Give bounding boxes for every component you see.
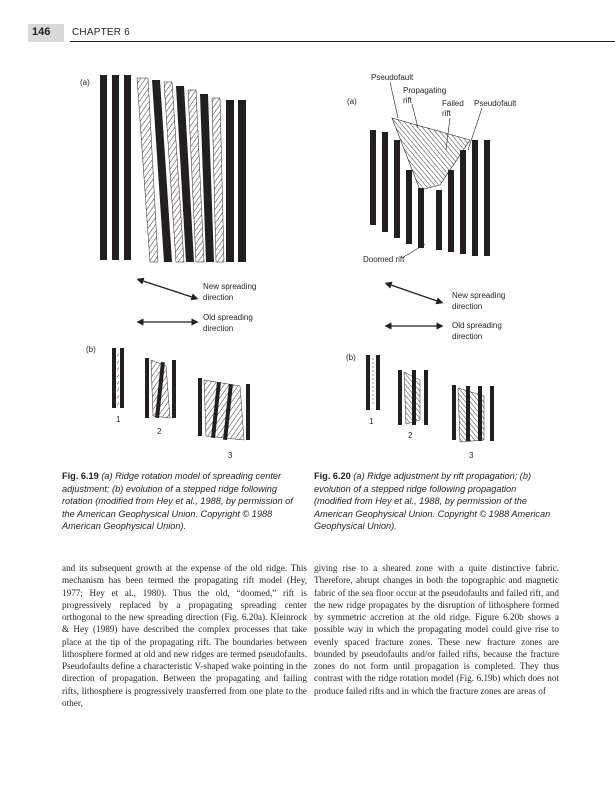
fig619-arrows <box>140 280 256 333</box>
fig620-propagating-line1: Propagating <box>403 86 447 95</box>
fig620-caption-label: Fig. 6.20 <box>314 471 351 481</box>
fig620b-step2-number: 2 <box>408 431 413 440</box>
fig620-new-spreading-line1: New spreading <box>452 291 506 300</box>
fig620a-stripe-2 <box>382 132 388 232</box>
fig619b-step1-hatch <box>117 350 119 406</box>
fig620b-step2-bar-2 <box>412 370 416 425</box>
fig619-caption-text: (a) Ridge rotation model of spreading center adjustment; (b) evolution of a stepped ridge following rotation (modified from Hey et al., 1988, by permission of the American Geophysical Union. Copyright © 1988 American Geophysical Union). <box>62 471 293 531</box>
fig620-leader-doomed <box>402 244 425 258</box>
body-left-paragraph: and its subsequent growth at the expense of the old ridge. This mechanism has been termed the propagating rift model (Hey, 1977; Hey et al., 1980). Thus the old, “doomed,” rift is progressively replaced by a propagating spreading center orthogonal to the new spreading direction (Fig. 6.20a). Kleinrock & Hey (1989) have described the complex processes that take place at the tip of the propagating rift. The boundaries between lithosphere formed at old and new ridges are termed pseudofaults. Pseudofaults define a characteristic V-shaped wake pointing in the direction of propagation. Between the propagating and failing rifts, lithosphere is progressively transferred from one plate to the other, <box>62 563 307 708</box>
fig619-new-spreading-line1: New spreading <box>203 282 257 291</box>
fig620-pseudofault-top: Pseudofault <box>371 73 414 82</box>
fig619-panel-b <box>86 345 250 460</box>
fig620-caption-text: (a) Ridge adjustment by rift propagation; (b) evolution of a stepped ridge following propagation (modified from Hey et al., 1988, by permission of the American Geophysical Union. Copyright © 1988 American Geophysical Union). <box>314 471 551 531</box>
fig619-label-b: (b) <box>86 345 96 354</box>
fig619b-step2-bar-1 <box>145 358 149 418</box>
fig620b-step1-bar-2 <box>376 355 380 410</box>
fig619-label-a: (a) <box>80 78 90 87</box>
fig619-new-spreading-arrow <box>140 280 195 298</box>
fig619a-ridge-right-2 <box>238 100 246 262</box>
body-right-paragraph: giving rise to a sheared zone with a quite distinctive fabric. Therefore, abrupt changes in both the topographic and magnetic fabric of the sea floor occur at the pseudofaults and failed rift, and the new ridge propagates by the disruption of lithosphere formed by symmetric accretion at the old ridge. Figure 6.20b shows a possible way in which the propagating model could give rise to evenly spaced fracture zones. These new fracture zones are bounded by pseudofaults and/or failed rifts, because the fracture zones do not form until propagation is completed. They thus contrast with the ridge rotation model (Fig. 6.19b) which does not produce failed rifts and in which the fracture zones are areas of <box>314 563 559 696</box>
fig619-old-spreading-line2: direction <box>203 324 234 333</box>
fig620a-stripe-9 <box>472 140 478 256</box>
body-right-column <box>314 562 559 697</box>
fig619-caption-label: Fig. 6.19 <box>62 471 99 481</box>
fig619-new-spreading-line2: direction <box>203 293 234 302</box>
fig620-doomed-rift: Doomed rift <box>363 255 405 264</box>
page-number: 146 <box>32 26 51 38</box>
fig619-old-spreading-line1: Old spreading <box>203 313 253 322</box>
fig619b-step1-bar-1 <box>112 348 116 408</box>
fig620b-step3-bar-4 <box>490 386 494 441</box>
fig620-arrows <box>388 284 505 341</box>
fig619-panel-a <box>80 75 246 262</box>
body-left-column <box>62 562 307 709</box>
fig619a-ridge-left-3 <box>124 75 131 260</box>
fig619b-step2-bar-3 <box>172 360 176 418</box>
fig620-old-spreading-line2: direction <box>452 332 483 341</box>
fig619a-fan-stripe-6 <box>212 98 224 262</box>
fig620-new-spreading-line2: direction <box>452 302 483 311</box>
fig620a-stripe-6 <box>436 190 442 250</box>
fig620b-step3-bar-1 <box>452 385 456 440</box>
fig619b-step3-number: 3 <box>228 451 233 460</box>
fig620a-stripe-4 <box>406 170 412 244</box>
fig619b-step3-bar-1 <box>198 378 202 436</box>
fig620-propagating-line2: rift <box>403 96 412 105</box>
fig620-failed-line1: Failed <box>442 99 464 108</box>
fig620-leader-pseudofault-top <box>390 82 398 118</box>
fig620a-stripe-10 <box>484 140 490 256</box>
fig620a-stripe-1 <box>370 130 376 225</box>
fig620-new-spreading-arrow <box>388 284 440 302</box>
fig620b-step1-number: 1 <box>369 417 374 426</box>
fig619b-step3-bar-4 <box>246 384 250 440</box>
fig619b-step2-number: 2 <box>157 427 162 436</box>
fig620-old-spreading-line1: Old spreading <box>452 321 502 330</box>
fig620-panel-a <box>347 73 517 264</box>
fig620-label-a: (a) <box>347 97 357 106</box>
fig620-caption <box>314 470 554 533</box>
fig620a-stripe-7 <box>448 170 454 252</box>
fig619a-ridge-left-1 <box>100 75 107 260</box>
fig620b-step3-number: 3 <box>469 451 474 460</box>
fig620b-step2-bar-3 <box>424 370 428 425</box>
fig620b-step2-bar-1 <box>398 370 402 425</box>
fig620-failed-line2: rift <box>442 109 451 118</box>
fig620-label-b: (b) <box>346 353 356 362</box>
fig620-pseudofault-right: Pseudofault <box>474 99 517 108</box>
fig620a-stripe-3 <box>394 140 400 238</box>
fig619b-step1-number: 1 <box>116 415 121 424</box>
fig620b-step3-bar-3 <box>478 386 482 441</box>
fig620-panel-b <box>346 353 494 460</box>
fig619a-ridge-left-2 <box>112 75 119 260</box>
fig620b-step1-bar-1 <box>366 355 370 410</box>
fig619b-step1-bar-2 <box>120 348 124 408</box>
fig620a-stripe-8 <box>460 150 466 254</box>
chapter-title: CHAPTER 6 <box>72 27 130 38</box>
fig619a-ridge-right-1 <box>226 100 234 262</box>
fig619-caption <box>62 470 297 533</box>
fig620a-v-wake <box>392 118 470 190</box>
fig620b-step3-bar-2 <box>466 386 470 441</box>
fig620a-stripe-5 <box>418 188 424 248</box>
